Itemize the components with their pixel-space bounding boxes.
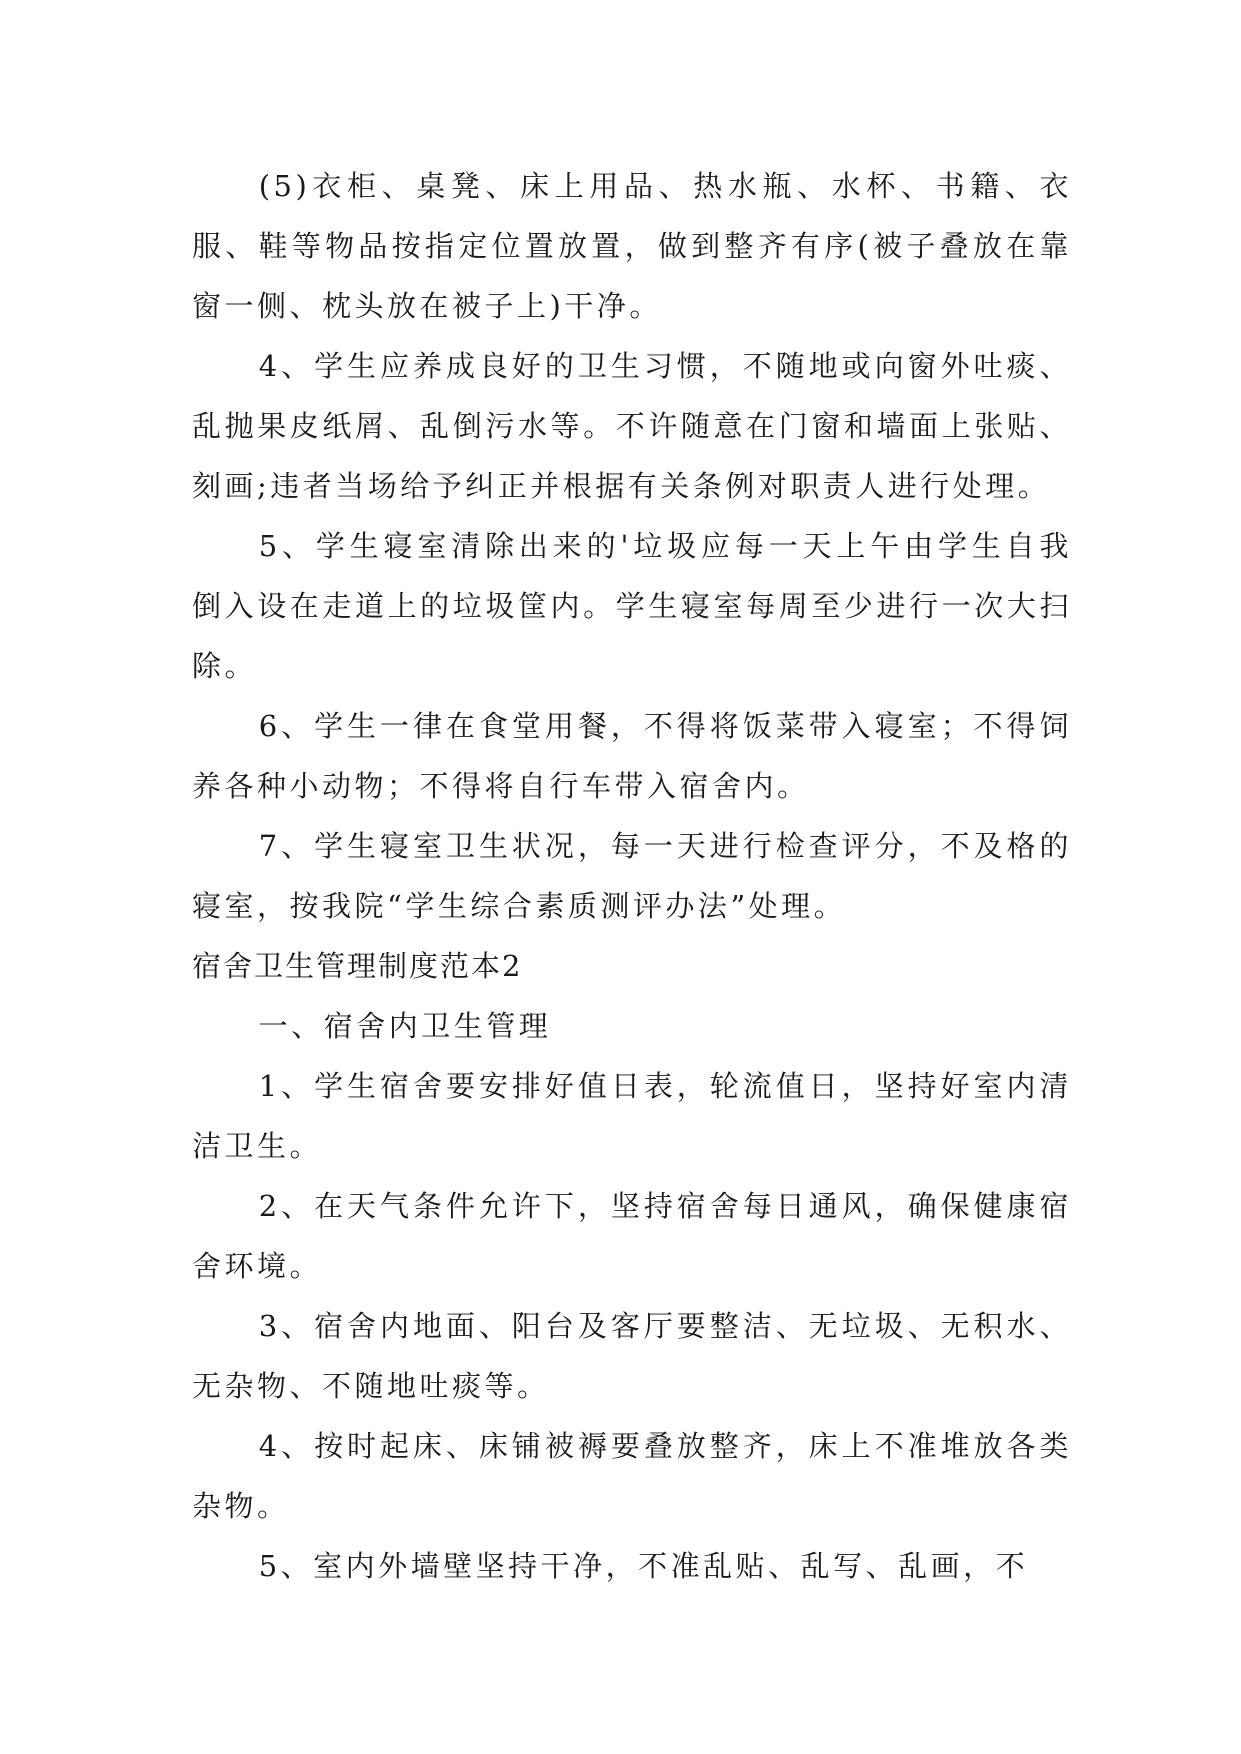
paragraph-item-5: (5)衣柜、桌凳、床上用品、热水瓶、水杯、书籍、衣服、鞋等物品按指定位置放置，做到整齐有序(被子叠放在靠窗一侧、枕头放在被子上)干净。: [192, 169, 1072, 323]
paragraph-item-2: 2、在天气条件允许下，坚持宿舍每日通风，确保健康宿舍环境。: [192, 1189, 1072, 1283]
paragraph-rule-7: 7、学生寝室卫生状况，每一天进行检查评分，不及格的寝室，按我院“学生综合素质测评办法”处理。: [192, 829, 1072, 923]
document-body: [192, 156, 1072, 1596]
subsection-heading: 一、宿舍内卫生管理: [258, 1009, 552, 1043]
paragraph-item-3: 3、宿舍内地面、阳台及客厅要整洁、无垃圾、无积水、无杂物、不随地吐痰等。: [192, 1309, 1072, 1403]
paragraph-rule-6: 6、学生一律在食堂用餐，不得将饭菜带入寝室；不得饲养各种小动物；不得将自行车带入宿舍内。: [192, 709, 1072, 803]
paragraph-item-1: 1、学生宿舍要安排好值日表，轮流值日，坚持好室内清洁卫生。: [192, 1069, 1072, 1163]
paragraph-rule-4: 4、学生应养成良好的卫生习惯，不随地或向窗外吐痰、乱抛果皮纸屑、乱倒污水等。不许随意在门窗和墙面上张贴、刻画;违者当场给予纠正并根据有关条例对职责人进行处理。: [192, 349, 1072, 503]
paragraph-rule-5: 5、学生寝室清除出来的'垃圾应每一天上午由学生自我倒入设在走道上的垃圾筐内。学生寝室每周至少进行一次大扫除。: [192, 529, 1072, 683]
paragraph-item-4: 4、按时起床、床铺被褥要叠放整齐，床上不准堆放各类杂物。: [192, 1429, 1072, 1523]
paragraph-item-5b: 5、室内外墙壁坚持干净，不准乱贴、乱写、乱画，不: [258, 1549, 1029, 1583]
section-title: 宿舍卫生管理制度范本2: [192, 949, 523, 983]
